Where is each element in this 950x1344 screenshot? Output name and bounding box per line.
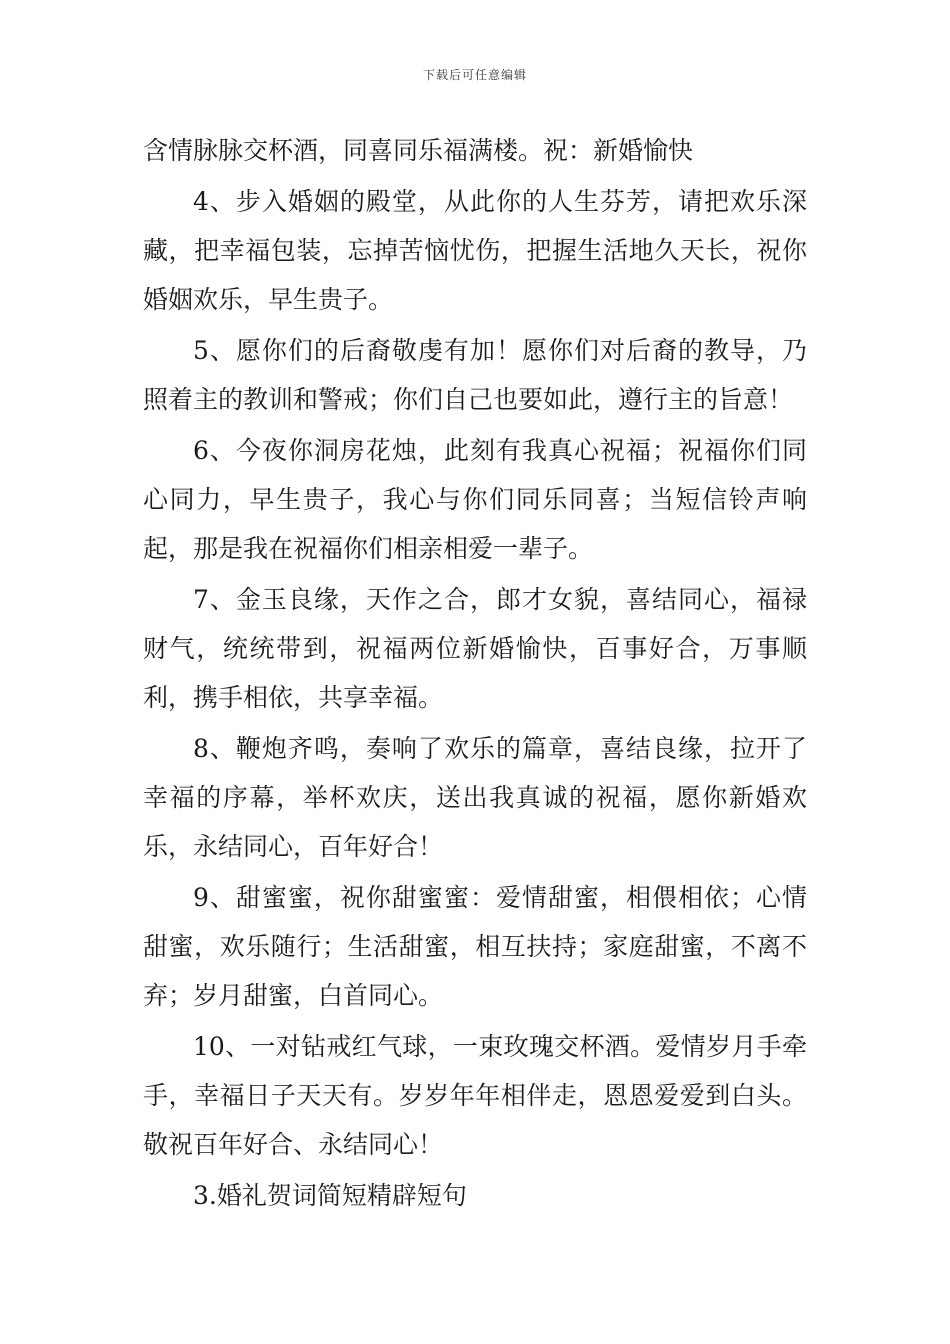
paragraph-item-10: 10、一对钻戒红气球，一束玫瑰交杯酒。爱情岁月手牵手，幸福日子天天有。岁岁年年相伴走，恩恩爱爱到白头。敬祝百年好合、永结同心！ [143,1032,807,1159]
document-body [143,126,807,1222]
section-heading: 3.婚礼贺词简短精辟短句 [193,1181,467,1210]
paragraph-continuation: 含情脉脉交杯酒，同喜同乐福满楼。祝：新婚愉快 [143,136,694,165]
header-note: 下载后可任意编辑 [422,68,527,82]
paragraph-item-4: 4、步入婚姻的殿堂，从此你的人生芬芳，请把欢乐深藏，把幸福包装，忘掉苦恼忧伤，把握生活地久天长，祝你婚姻欢乐，早生贵子。 [143,187,807,314]
paragraph-item-5: 5、愿你们的后裔敬虔有加！愿你们对后裔的教导，乃照着主的教训和警戒；你们自己也要如此，遵行主的旨意！ [143,336,807,414]
paragraph-item-6: 6、今夜你洞房花烛，此刻有我真心祝福；祝福你们同心同力，早生贵子，我心与你们同乐同喜；当短信铃声响起，那是我在祝福你们相亲相爱一辈子。 [143,436,807,563]
paragraph-item-9: 9、甜蜜蜜，祝你甜蜜蜜：爱情甜蜜，相偎相依；心情甜蜜，欢乐随行；生活甜蜜，相互扶持；家庭甜蜜，不离不弃；岁月甜蜜，白首同心。 [143,883,807,1010]
paragraph-item-8: 8、鞭炮齐鸣，奏响了欢乐的篇章，喜结良缘，拉开了幸福的序幕，举杯欢庆，送出我真诚的祝福，愿你新婚欢乐，永结同心，百年好合！ [143,734,807,861]
paragraph-item-7: 7、金玉良缘，天作之合，郎才女貌，喜结同心，福禄财气，统统带到，祝福两位新婚愉快，百事好合，万事顺利，携手相依，共享幸福。 [143,585,807,712]
